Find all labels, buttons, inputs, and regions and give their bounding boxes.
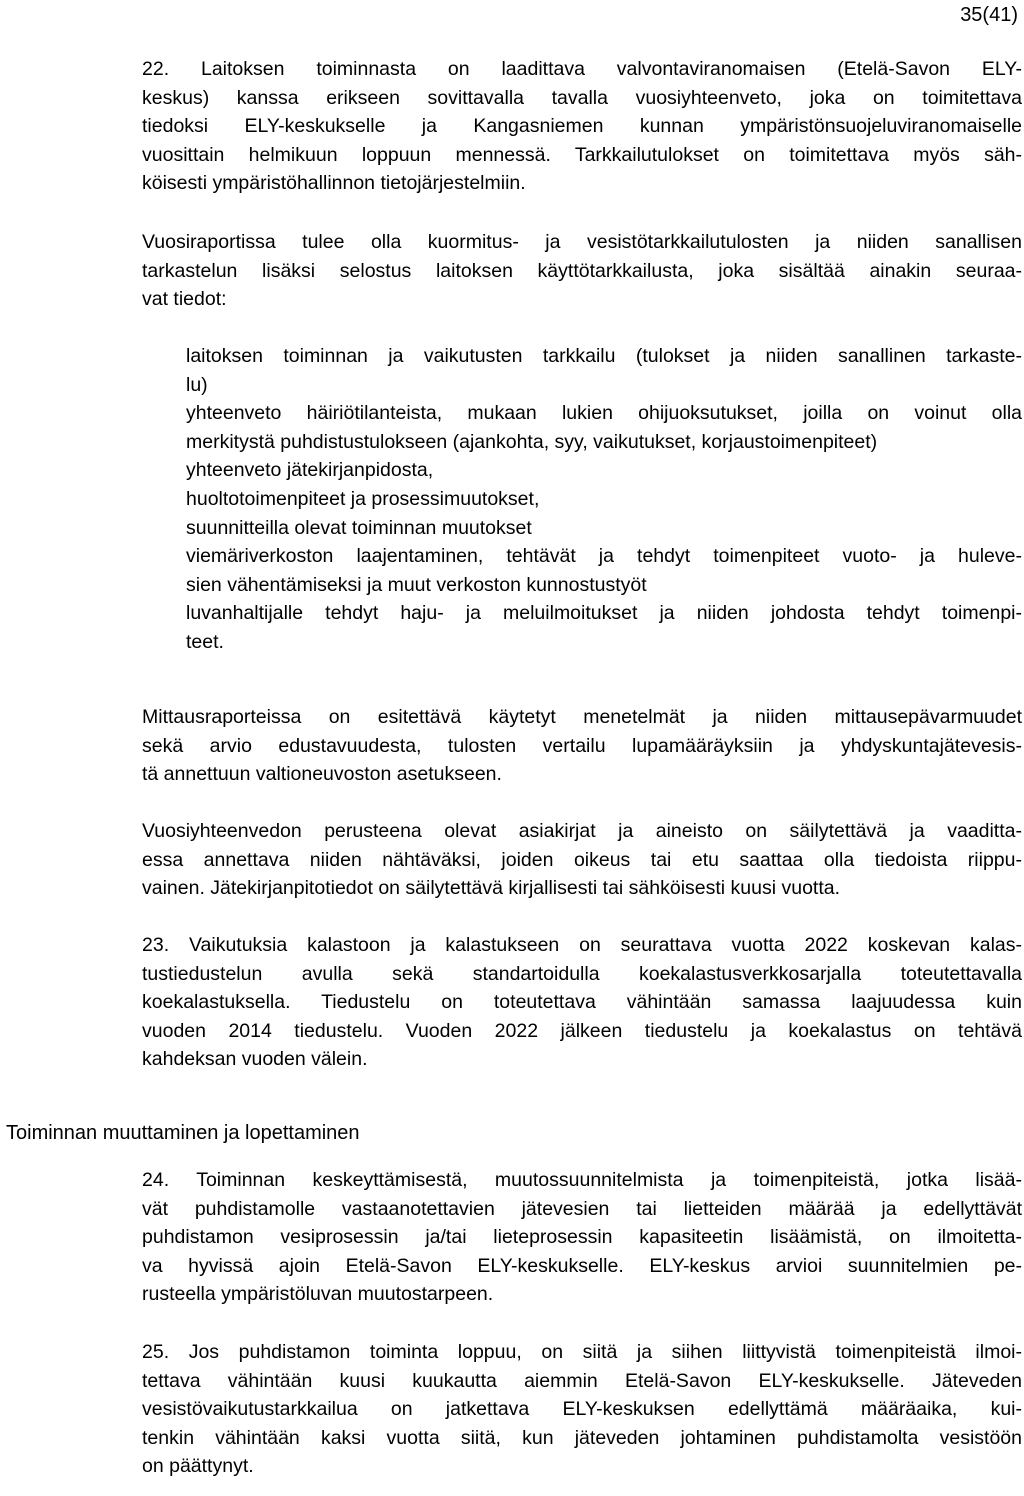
text-line: köisesti ympäristöhallinnon tietojärjestelmiin.	[142, 172, 526, 195]
text-line: keskus) kanssa erikseen sovittavalla tavalla vuosiyhteenveto, joka on toimitettava	[142, 86, 1022, 109]
list-item	[186, 599, 1022, 656]
paragraph-mittausraportit	[142, 703, 1022, 789]
text-line: 23. Vaikutuksia kalastoon ja kalastukseen on seurattava vuotta 2022 koskevan kalas-	[142, 934, 1022, 956]
text-line: koekalastuksella. Tiedustelu on toteutettava vähintään samassa laajuudessa kuin	[142, 991, 1022, 1014]
text-line: teet.	[186, 630, 224, 653]
text-line: vesistövaikutustarkkailua on jatkettava ELY-keskuksen edellyttämä määräaika, kui-	[142, 1398, 1022, 1421]
text-line: vät puhdistamolle vastaanotettavien jätevesien tai lietteiden määrää ja edellyttävät	[142, 1197, 1022, 1220]
text-line: huoltotoimenpiteet ja prosessimuutokset,	[186, 487, 540, 510]
text-line: va hyvissä ajoin Etelä-Savon ELY-keskukselle. ELY-keskus arvioi suunnitelmien pe-	[142, 1254, 1022, 1277]
text-line: Mittausraporteissa on esitettävä käytetyt menetelmät ja niiden mittausepävarmuudet	[142, 706, 1022, 728]
list-item	[186, 399, 1022, 456]
text-line: sekä arvio edustavuudesta, tulosten vertailu lupamääräyksiin ja yhdyskuntajätevesis-	[142, 734, 1022, 757]
text-line: rusteella ympäristöluvan muutostarpeen.	[142, 1283, 494, 1306]
paragraph-22	[142, 55, 1022, 198]
text-line: viemäriverkoston laajentaminen, tehtävät ja tehdyt toimenpiteet vuoto- ja huleve-	[186, 545, 1022, 568]
text-line: 24. Toiminnan keskeyttämisestä, muutossuunnitelmista ja toimenpiteistä, jotka lisää-	[142, 1169, 1022, 1191]
text-line: yhteenveto jätekirjanpidosta,	[186, 459, 434, 482]
text-line: merkitystä puhdistustulokseen (ajankohta, syy, vaikutukset, korjaustoimenpiteet)	[186, 430, 878, 453]
text-line: laitoksen toiminnan ja vaikutusten tarkkailu (tulokset ja niiden sanallinen tarkaste-	[186, 345, 1022, 367]
report-contents-list	[186, 342, 1022, 657]
list-item	[186, 456, 1022, 485]
text-line: suunnitteilla olevat toiminnan muutokset	[186, 516, 532, 539]
text-line: Vuosiyhteenvedon perusteena olevat asiakirjat ja aineisto on säilytettävä ja vaaditta-	[142, 820, 1022, 842]
text-line: tettava vähintään kuusi kuukautta aiemmin Etelä-Savon ELY-keskukselle. Jäteveden	[142, 1369, 1022, 1392]
text-line: vat tiedot:	[142, 288, 227, 311]
list-item	[186, 342, 1022, 399]
text-line: vuoden 2014 tiedustelu. Vuoden 2022 jälkeen tiedustelu ja koekalastus on tehtävä	[142, 1019, 1022, 1042]
text-line: Vuosiraportissa tulee olla kuormitus- ja vesistötarkkailutulosten ja niiden sanallisen	[142, 231, 1022, 253]
section-heading: Toiminnan muuttaminen ja lopettaminen	[6, 1122, 360, 1144]
text-line: tarkastelun lisäksi selostus laitoksen käyttötarkkailusta, joka sisältää ainakin seuraa-	[142, 259, 1022, 282]
text-line: tiedoksi ELY-keskukselle ja Kangasniemen kunnan ympäristönsuojeluviranomaiselle	[142, 115, 1022, 138]
paragraph-25	[142, 1338, 1022, 1481]
paragraph-vuosiraportti	[142, 228, 1022, 314]
text-line: 25. Jos puhdistamon toiminta loppuu, on siitä ja siihen liittyvistä toimenpiteistä ilmoi-	[142, 1341, 1022, 1363]
text-line: kahdeksan vuoden välein.	[142, 1048, 368, 1071]
list-item	[186, 514, 1022, 543]
list-item	[186, 542, 1022, 599]
text-line: on päättynyt.	[142, 1455, 254, 1478]
text-line: yhteenveto häiriötilanteista, mukaan lukien ohijuoksutukset, joilla on voinut olla	[186, 402, 1022, 425]
text-line: tustiedustelun avulla sekä standartoidulla koekalastusverkkosarjalla toteutettavalla	[142, 962, 1022, 985]
text-line: vuosittain helmikuun loppuun mennessä. Tarkkailutulokset on toimitettava myös säh-	[142, 143, 1022, 166]
text-line: luvanhaltijalle tehdyt haju- ja meluilmoitukset ja niiden johdosta tehdyt toimenpi-	[186, 602, 1022, 625]
list-item	[186, 485, 1022, 514]
paragraph-vuosiyhteenveto	[142, 817, 1022, 903]
text-line: essa annettava niiden nähtäväksi, joiden oikeus tai etu saattaa olla tiedoista riippu-	[142, 848, 1022, 871]
paragraph-23	[142, 931, 1022, 1074]
text-line: sien vähentämiseksi ja muut verkoston kunnostustyöt	[186, 573, 647, 596]
page-number: 35(41)	[960, 4, 1018, 26]
text-line: vainen. Jätekirjanpitotiedot on säilytettävä kirjallisesti tai sähköisesti kuusi vuotta.	[142, 877, 841, 900]
text-line: 22. Laitoksen toiminnasta on laadittava valvontaviranomaisen (Etelä-Savon ELY-	[142, 58, 1022, 80]
text-line: puhdistamon vesiprosessin ja/tai lieteprosessin kapasiteetin lisäämistä, on ilmoitetta-	[142, 1226, 1022, 1249]
text-line: tä annettuun valtioneuvoston asetukseen.	[142, 763, 502, 786]
paragraph-24	[142, 1166, 1022, 1309]
text-line: lu)	[186, 373, 208, 396]
text-line: tenkin vähintään kaksi vuotta siitä, kun jäteveden johtaminen puhdistamolta vesistöön	[142, 1426, 1022, 1449]
